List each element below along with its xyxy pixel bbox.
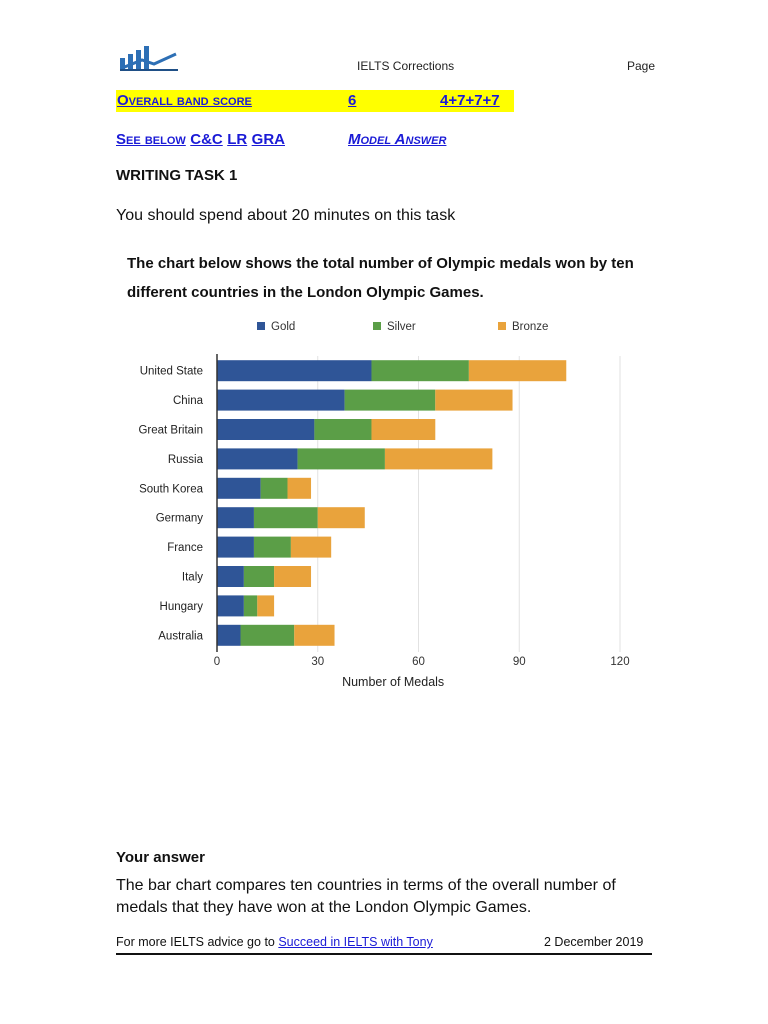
bar-bronze <box>274 566 311 587</box>
task-heading: WRITING TASK 1 <box>116 167 238 184</box>
page-label: Page <box>627 59 656 73</box>
bar-gold <box>217 566 244 587</box>
footer-link[interactable]: Succeed in IELTS with Tony <box>278 935 433 949</box>
footer-date: 2 December 2019 <box>544 935 644 949</box>
legend-label-gold: Gold <box>271 321 296 333</box>
bar-bronze <box>435 390 512 411</box>
bar-gold <box>217 478 261 499</box>
task-instruction: You should spend about 20 minutes on this task <box>116 207 456 224</box>
bar-silver <box>298 448 385 469</box>
footer-text <box>116 935 433 949</box>
bar-gold <box>217 595 244 616</box>
band-score-breakdown[interactable]: 4+7+7+7 <box>440 92 500 109</box>
bar-bronze <box>291 537 331 558</box>
bar-bronze <box>385 448 492 469</box>
category-label: Italy <box>181 571 203 584</box>
model-answer-link[interactable]: Model Answer <box>348 131 447 148</box>
x-tick-label: 90 <box>512 656 526 668</box>
x-tick-label: 30 <box>311 656 325 668</box>
x-tick-label: 60 <box>412 656 425 668</box>
bar-bronze <box>318 507 365 528</box>
bar-silver <box>254 537 291 558</box>
band-score-label[interactable]: Overall band score <box>117 92 252 109</box>
category-label: France <box>167 542 203 555</box>
document-header-title: IELTS Corrections <box>357 59 455 73</box>
footer-prefix: For more IELTS advice go to <box>116 935 279 949</box>
see-below-link[interactable]: See below <box>116 131 186 148</box>
category-label: Great Britain <box>138 424 203 437</box>
x-axis-label: Number of Medals <box>342 675 445 689</box>
category-label: United State <box>139 365 203 378</box>
bar-silver <box>244 566 274 587</box>
x-tick-label: 120 <box>610 656 630 668</box>
bar-silver <box>254 507 318 528</box>
gra-link[interactable]: GRA <box>251 131 285 148</box>
bar-gold <box>217 448 298 469</box>
bar-silver <box>314 419 371 440</box>
logo-icon <box>120 46 178 72</box>
medals-bar-chart <box>120 310 650 700</box>
category-label: China <box>172 395 203 408</box>
band-score-banner <box>116 90 514 112</box>
x-tick-label: 0 <box>213 656 221 668</box>
bar-silver <box>371 360 468 381</box>
band-score-value[interactable]: 6 <box>348 92 357 109</box>
bar-bronze <box>257 595 274 616</box>
bar-bronze <box>288 478 312 499</box>
cc-link[interactable]: C&C <box>190 131 223 148</box>
bar-silver <box>345 390 436 411</box>
bar-gold <box>217 625 241 646</box>
bar-bronze <box>469 360 566 381</box>
answer-heading: Your answer <box>116 849 205 866</box>
legend-swatch-silver <box>373 322 381 330</box>
bar-gold <box>217 537 254 558</box>
footer-divider <box>116 953 652 955</box>
bar-silver <box>244 595 257 616</box>
legend-label-bronze: Bronze <box>512 321 549 333</box>
bar-silver <box>241 625 295 646</box>
category-label: Germany <box>155 512 203 525</box>
legend-swatch-bronze <box>498 322 506 330</box>
legend-swatch-gold <box>257 322 265 330</box>
bar-silver <box>261 478 288 499</box>
category-label: Hungary <box>159 600 203 613</box>
task-prompt: The chart below shows the total number of Olympic medals won by ten different countries in the London Olympic Games. <box>127 255 634 301</box>
bar-gold <box>217 390 345 411</box>
legend-label-silver: Silver <box>387 321 416 333</box>
category-label: Russia <box>167 453 203 466</box>
bar-bronze <box>294 625 334 646</box>
answer-text: The bar chart compares ten countries in terms of the overall number of medals that they have won at the London Olympic Games. <box>116 877 616 916</box>
bar-bronze <box>371 419 435 440</box>
bar-gold <box>217 419 314 440</box>
category-label: Australia <box>158 630 203 643</box>
feedback-links <box>116 131 285 149</box>
category-label: South Korea <box>139 483 203 496</box>
bar-gold <box>217 507 254 528</box>
bar-gold <box>217 360 371 381</box>
lr-link[interactable]: LR <box>227 131 248 148</box>
